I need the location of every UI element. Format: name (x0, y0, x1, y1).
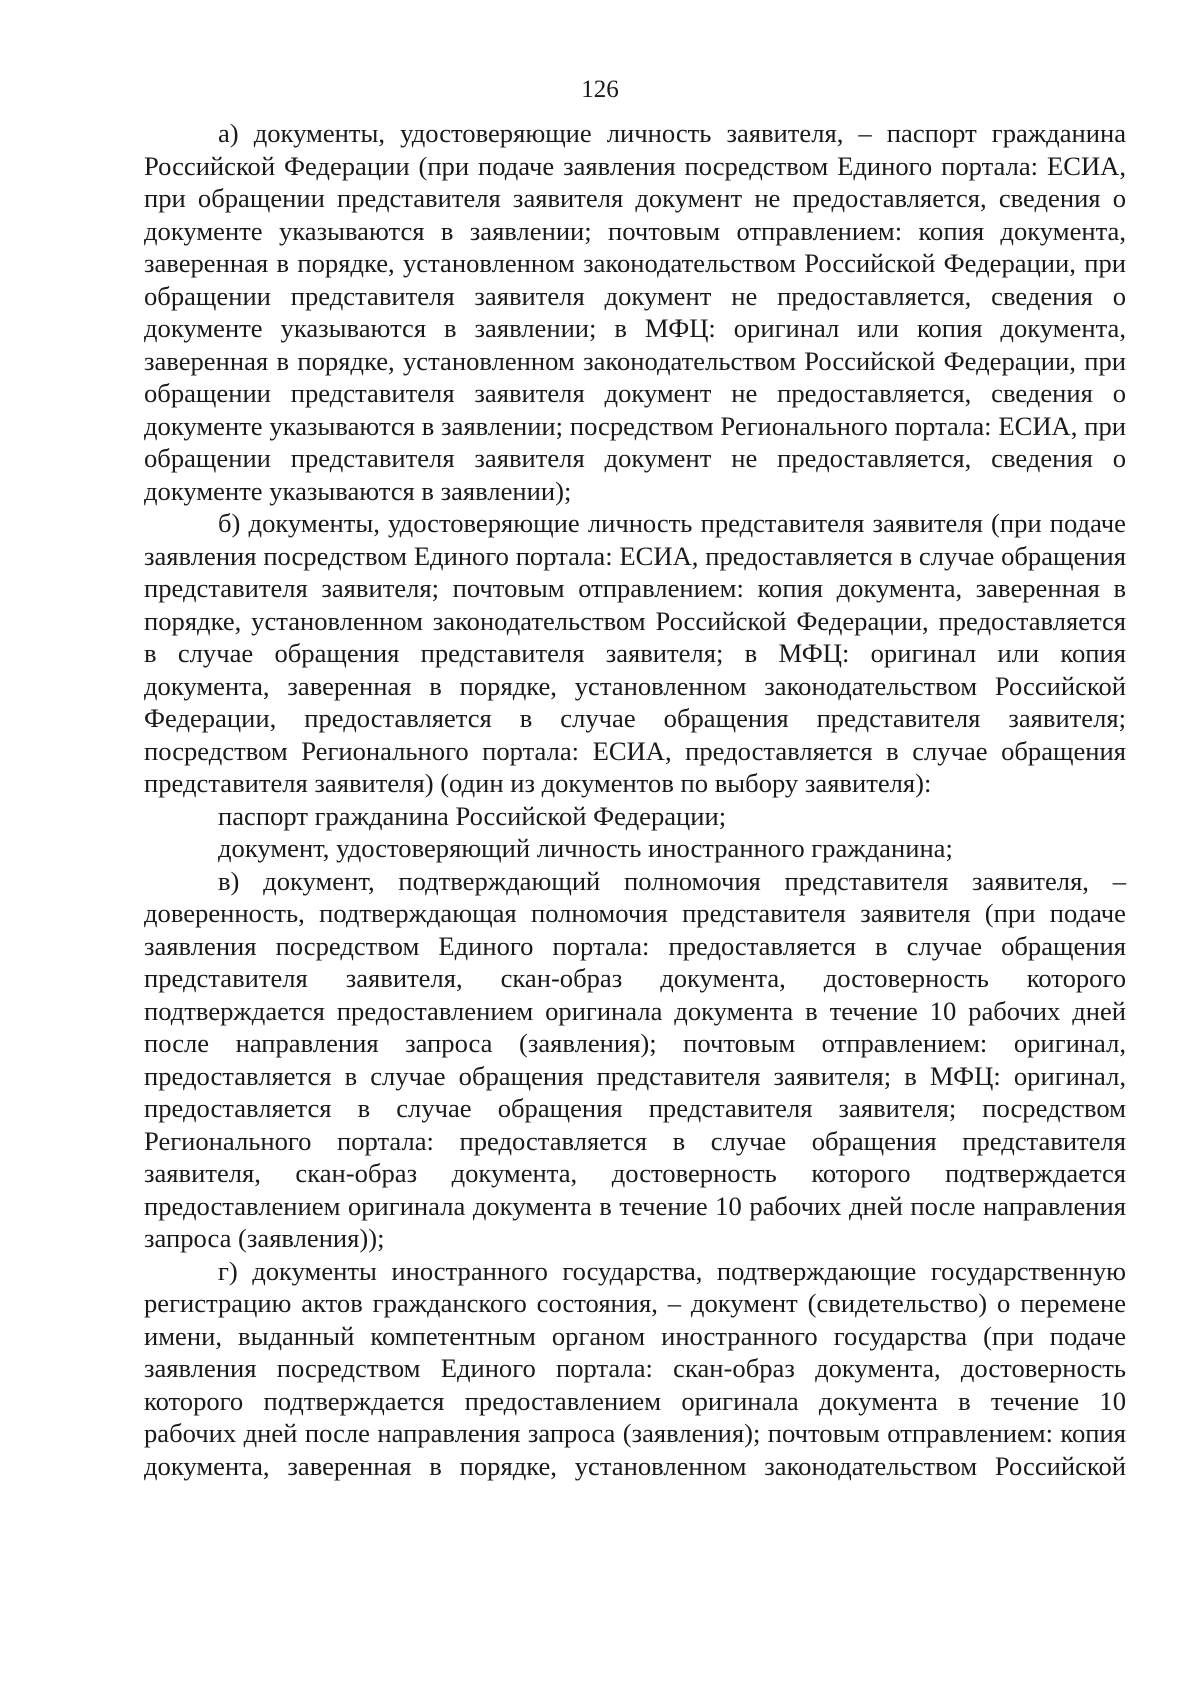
list-item-passport: паспорт гражданина Российской Федерации; (218, 800, 727, 831)
paragraph-v: в) документ, подтверждающий полномочия представителя заявителя, – доверенность, подтверждающая полномочия представителя заявителя (при подаче заявления посредством Единого портала: предоставляется в случае обращения представителя заявителя, скан-образ документа, достоверность которого подтверждается предоставлением оригинала документа в течение 10 рабочих дней после направления запроса (заявления); почтовым отправлением: оригинал, предоставляется в случае обращения представителя заявителя; в МФЦ: оригинал, предоставляется в случае обращения представителя заявителя; посредством Регионального портала: предоставляется в случае обращения представителя заявителя, скан-образ документа, достоверность которого подтверждается предоставлением оригинала документа в течение 10 рабочих дней после направления запроса (заявления)); (144, 865, 1126, 1253)
paragraph-a: а) документы, удостоверяющие личность заявителя, – паспорт гражданина Российской Федерации (при подаче заявления посредством Единого портала: ЕСИА, при обращении представителя заявителя документ не предоставляется, сведения о документе указываются в заявлении; почтовым отправлением: копия документа, заверенная в порядке, установленном законодательством Российской Федерации, при обращении представителя заявителя документ не предоставляется, сведения о документе указываются в заявлении; в МФЦ: оригинал или копия документа, заверенная в порядке, установленном законодательством Российской Федерации, при обращении представителя заявителя документ не предоставляется, сведения о документе указываются в заявлении; посредством Регионального портала: ЕСИА, при обращении представителя заявителя документ не предоставляется, сведения о документе указываются в заявлении); (144, 118, 1126, 506)
paragraph-b: б) документы, удостоверяющие личность представителя заявителя (при подаче заявления посредством Единого портала: ЕСИА, предоставляется в случае обращения представителя заявителя; почтовым отправлением: копия документа, заверенная в порядке, установленном законодательством Российской Федерации, предоставляется в случае обращения представителя заявителя; в МФЦ: оригинал или копия документа, заверенная в порядке, установленном законодательством Российской Федерации, предоставляется в случае обращения представителя заявителя; посредством Регионального портала: ЕСИА, предоставляется в случае обращения представителя заявителя) (один из документов по выбору заявителя): (144, 508, 1126, 798)
document-body (144, 117, 1126, 1482)
page-number: 126 (581, 76, 619, 103)
list-item-foreign-id: документ, удостоверяющий личность иностранного гражданина; (218, 833, 953, 863)
paragraph-g: г) документы иностранного государства, подтверждающие государственную регистрацию актов гражданского состояния, – документ (свидетельство) о перемене имени, выданный компетентным органом иностранного государства (при подаче заявления посредством Единого портала: скан-образ документа, достоверность которого подтверждается предоставлением оригинала документа в течение 10 рабочих дней после направления запроса (заявления); почтовым отправлением: копия документа, заверенная в порядке, установленном законодательством Российской (144, 1255, 1126, 1481)
